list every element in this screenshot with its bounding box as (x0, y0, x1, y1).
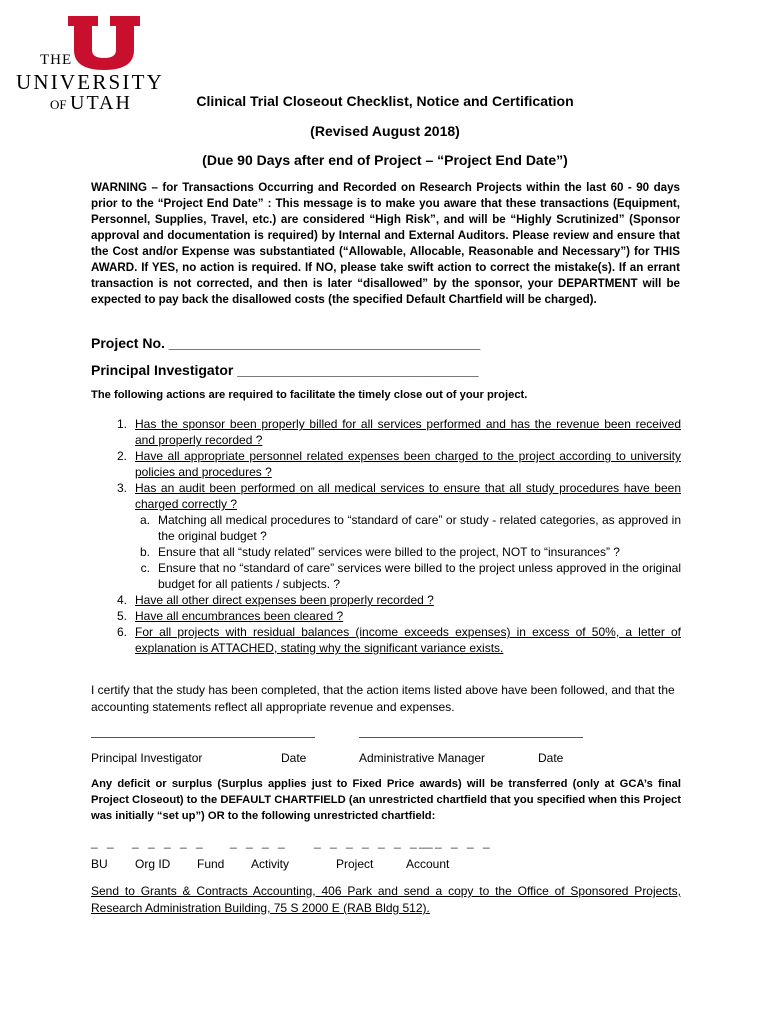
item-number: 1. (116, 417, 127, 431)
item-text: Has an audit been performed on all medical services to ensure that all study procedures have been charged correctly ? (135, 481, 681, 511)
item-text: For all projects with residual balances (income exceeds expenses) in excess of 50%, a letter of explanation is ATTACHED, stating why the significant variance exists. (135, 625, 681, 655)
list-item (91, 624, 681, 656)
certification-statement: I certify that the study has been completed, that the action items listed above have been followed, and that the accounting statements reflect all appropriate revenue and expenses. (91, 683, 675, 714)
list-item (91, 416, 681, 448)
item-text: Have all appropriate personnel related expenses been charged to the project according to university policies and procedures ? (135, 449, 681, 479)
principal-investigator-field[interactable]: Principal Investigator _______________________________ (91, 362, 479, 378)
sub-item-letter: a. (139, 513, 150, 527)
admin-signature-label: Administrative Manager (359, 751, 486, 765)
sub-item-text: Matching all medical procedures to “standard of care” or study - related categories, as approved in the original budget ? (158, 513, 681, 543)
deficit-paragraph: Any deficit or surplus (Surplus applies just to Fixed Price awards) will be transferred (only at GCA’s final Project Closeout) to the DEFAULT CHARTFIELD (an unrestricted chartfield that you specified when this Project was initially “set up”) OR to the following unrestricted chartfield: (91, 778, 681, 822)
admin-date-label: Date (538, 751, 564, 765)
project-label: Project (336, 857, 374, 871)
list-item (91, 608, 681, 624)
logo-utah: UTAH (70, 92, 132, 114)
sub-item (91, 544, 681, 560)
logo-of: OF (50, 97, 67, 112)
actions-intro: The following actions are required to facilitate the timely close out of your project. (91, 389, 528, 401)
logo-the: THE (40, 52, 73, 68)
account-blank[interactable]: _ _ _ _ _ (419, 835, 493, 849)
list-item (91, 448, 681, 480)
pi-signature-line[interactable] (91, 737, 315, 738)
due-note: (Due 90 Days after end of Project – “Project End Date”) (202, 152, 568, 168)
sub-item-letter: b. (139, 545, 150, 559)
page-title: Clinical Trial Closeout Checklist, Notice and Certification (196, 93, 574, 109)
pi-signature-label: Principal Investigator (91, 751, 203, 765)
item-text: Have all encumbrances been cleared ? (135, 609, 344, 623)
sub-item (91, 512, 681, 544)
item-number: 3. (116, 481, 127, 495)
item-number: 6. (116, 625, 127, 639)
block-u-logo-icon (68, 16, 140, 70)
list-item (91, 592, 681, 608)
item-number: 5. (116, 609, 127, 623)
sub-item-text: Ensure that all “study related” services were billed to the project, NOT to “insurances” ? (158, 545, 620, 559)
org-id-label: Org ID (135, 857, 171, 871)
send-instructions: Send to Grants & Contracts Accounting, 406 Park and send a copy to the Office of Sponsored Projects, Research Administration Building, 75 S 2000 E (RAB Bldg 512). (91, 884, 681, 915)
activity-blank[interactable]: _ _ _ _ _ _ _ _ (314, 835, 436, 849)
fund-blank[interactable]: _ _ _ _ (230, 835, 288, 849)
org-fund-blank[interactable]: _ _ _ _ _ (132, 835, 206, 849)
warning-paragraph: WARNING – for Transactions Occurring and Recorded on Research Projects within the last 60 - 90 days prior to the “Project End Date” : This message is to make you aware that these transactions (Equipment, Personnel, Supplies, Travel, etc.) are considered “High Risk”, and will be “Highly Scrutinized” (Sponsor approval and documentation is required) by Internal and External Auditors. Please review and ensure that the Cost and/or Expense was substantiated (“Allowable, Allocable, Reasonable and Necessary”) for THIS AWARD. If YES, no action is required. If NO, please take swift action to correct the mistake(s). If an errant transaction is not corrected, and then is later “disallowed” by the sponsor, your DEPARTMENT will be expected to pay back the disallowed costs (the specified Default Chartfield will be charged). (91, 181, 680, 306)
checklist (91, 416, 681, 656)
item-number: 2. (116, 449, 127, 463)
bu-blank[interactable]: _ _ (91, 835, 117, 849)
bu-label: BU (91, 857, 108, 871)
activity-label: Activity (251, 857, 290, 871)
fund-label: Fund (197, 857, 225, 871)
list-item (91, 480, 681, 512)
item-text: Have all other direct expenses been properly recorded ? (135, 593, 434, 607)
sub-item-text: Ensure that no “standard of care” services were billed to the project unless approved in the original budget for all patients / subjects. ? (158, 561, 681, 591)
account-label: Account (406, 857, 450, 871)
project-no-field[interactable]: Project No. ________________________________________ (91, 335, 481, 351)
sub-item-letter: c. (140, 561, 150, 575)
item-text: Has the sponsor been properly billed for all services performed and has the revenue been received and properly recorded ? (135, 417, 681, 447)
sub-item (91, 560, 681, 592)
pi-date-label: Date (281, 751, 307, 765)
item-number: 4. (116, 593, 127, 607)
logo-university: UNIVERSITY (16, 70, 164, 94)
admin-signature-line[interactable] (359, 737, 583, 738)
revision-date: (Revised August 2018) (310, 123, 460, 139)
